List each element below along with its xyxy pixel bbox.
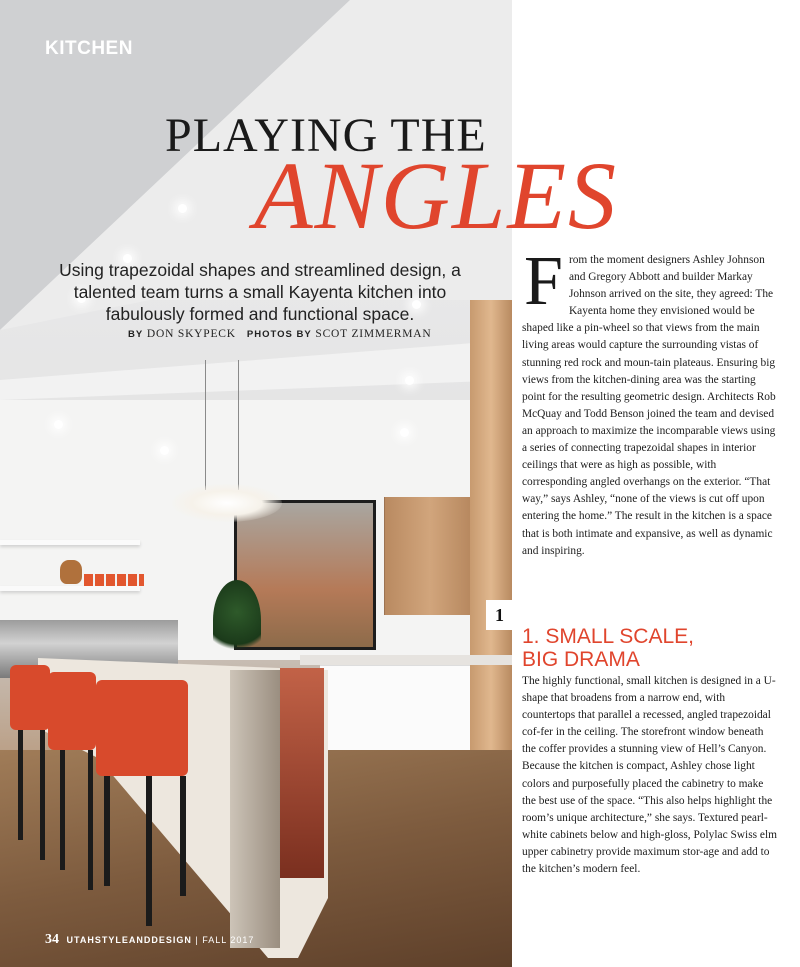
byline-photographer: SCOT ZIMMERMAN xyxy=(315,328,432,340)
subsection-paragraph: The highly functional, small kitchen is designed in a U-shape that broadens from a narrow end, with countertops that parallel a recessed, angled trapezoidal cof-fer in the ceiling. The storefront window beneath the coffer provides a stunning view of Hell’s Canyon. Because the kitchen is compact, Ashley chose light colors and purposefully placed the cabinetry to make the best use of the space. “This also helps highlight the room’s unique architecture,” she says. Textured pearl-white cabinets below and high-gloss, Polylac Swiss elm upper cabinetry provide maximum stor-age and add to the kitchen’s modern feel. xyxy=(522,675,777,876)
bar-stool xyxy=(10,665,50,730)
footer-separator: | xyxy=(195,935,199,945)
stool-leg xyxy=(180,776,186,896)
recessed-light xyxy=(400,428,409,437)
body-text-intro xyxy=(522,243,780,560)
countertop xyxy=(300,655,512,665)
subsection-heading-line-2: BIG DRAMA xyxy=(522,648,640,671)
pendant-wire xyxy=(238,360,239,490)
shelf xyxy=(0,540,140,545)
stool-leg xyxy=(88,750,93,890)
byline-author: DON SKYPECK xyxy=(146,328,236,340)
issue-date: FALL 2017 xyxy=(202,935,255,945)
subsection-heading-line-1: 1. SMALL SCALE, xyxy=(522,625,694,648)
plant xyxy=(213,580,261,660)
headline-line-2: ANGLES xyxy=(254,142,619,249)
drop-cap: F xyxy=(524,243,563,320)
byline-photos-label: PHOTOS BY xyxy=(246,329,312,340)
recessed-light xyxy=(54,420,63,429)
recessed-light xyxy=(405,376,414,385)
byline-by-label: BY xyxy=(128,329,144,340)
island-waterfall-edge xyxy=(230,670,280,948)
page-footer xyxy=(45,932,254,948)
pendant-light xyxy=(172,484,282,522)
section-label: KITCHEN xyxy=(45,38,133,59)
upper-cabinet xyxy=(384,497,475,615)
subsection-heading xyxy=(522,625,694,671)
ceiling-coffer xyxy=(0,340,512,400)
stool-leg xyxy=(146,776,152,926)
lower-cabinet xyxy=(320,665,470,756)
bar-stool xyxy=(48,672,96,750)
byline xyxy=(128,328,432,340)
magazine-name: UTAHSTYLEANDDESIGN xyxy=(66,935,192,945)
stool-leg xyxy=(18,730,23,840)
deck-subtitle: Using trapezoidal shapes and streamlined design, a talented team turns a small Kayenta kitchen into fabulously formed and functional space. xyxy=(59,260,461,324)
headline-line-1: PLAYING THE xyxy=(165,109,487,162)
stool-leg xyxy=(60,750,65,870)
bar-stool xyxy=(96,680,188,776)
orange-jars xyxy=(84,574,144,586)
recessed-light xyxy=(178,204,187,213)
pendant-wire xyxy=(205,360,206,490)
callout-number: 1 xyxy=(486,600,513,630)
page-number: 34 xyxy=(45,932,59,947)
vase xyxy=(60,560,82,584)
intro-paragraph: rom the moment designers Ashley Johnson and Gregory Abbott and builder Markay Johnson arrived on the site, they agreed: The Kayenta home they envisioned would be shaped like a pin-wheel so that views from the main living areas would capture the surrounding vistas of stunning red rock and moun-tain plateaus. Ensuring big views from the kitchen-dining area was the starting point for the resulting geometric design. Architects Rob McQuay and Todd Benson joined the team and devised an approach to maximize the incomparable views using a series of connecting trapezoidal shapes in interior ceilings that were as high as possible, with corresponding angled overhangs on the exterior. “That way,” says Ashley, “none of the views is cut off upon entering the home.” The result in the kitchen is a space that is both intimate and expansive, as well as dynamic and inspiring. xyxy=(522,254,776,557)
shelf xyxy=(0,586,140,591)
stool-leg xyxy=(40,730,45,860)
stool-leg xyxy=(104,776,110,886)
island-side-panel xyxy=(280,668,324,878)
recessed-light xyxy=(160,446,169,455)
